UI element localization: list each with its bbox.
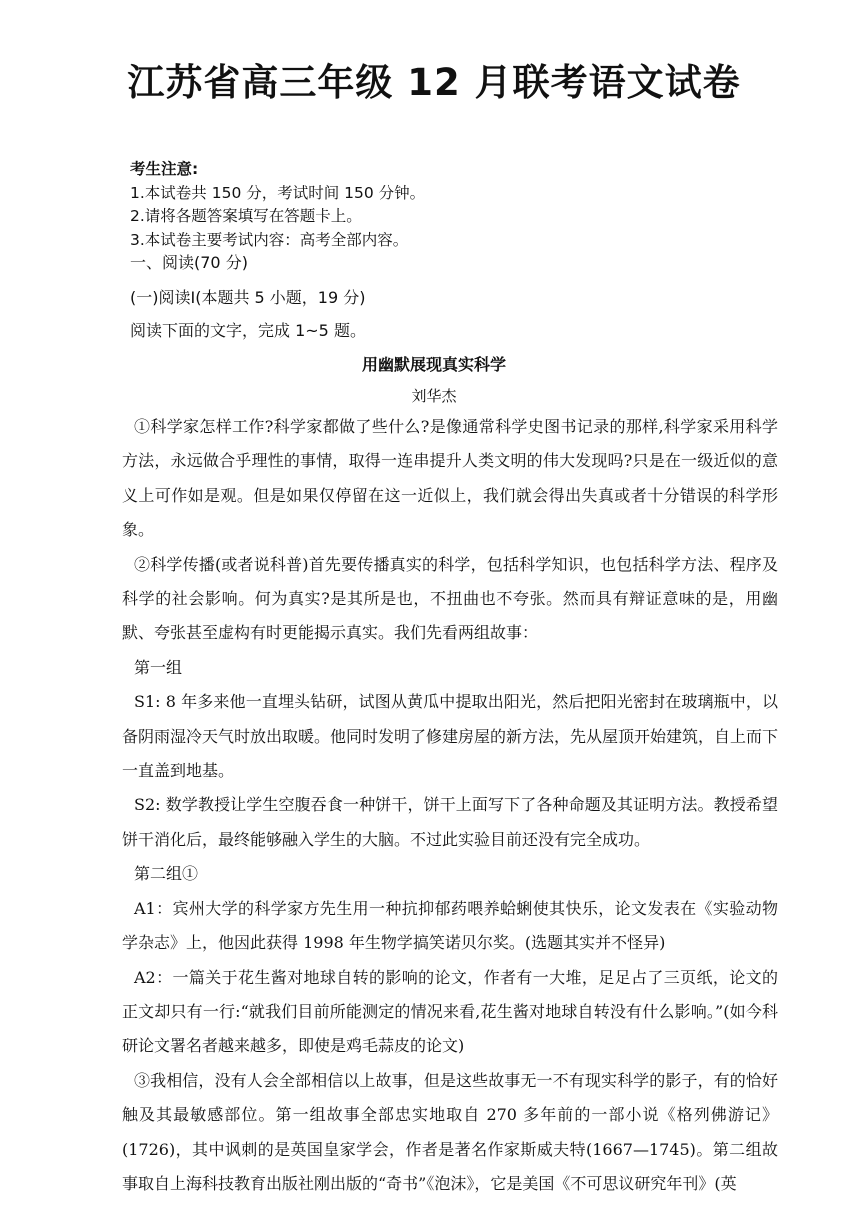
- paragraph: A1：宾州大学的科学家方先生用一种抗抑郁药喂养蛤蜊使其快乐，论文发表在《实验动物学杂志》上，他因此获得 1998 年生物学搞笑诺贝尔奖。(选题其实并不怪异): [122, 898, 778, 953]
- subsection-heading: (一)阅读I(本题共 5 小题，19 分): [130, 288, 366, 307]
- notice-item: 1.本试卷共 150 分，考试时间 150 分钟。: [130, 183, 426, 202]
- article-title: 用幽默展现真实科学: [361, 355, 506, 374]
- notice-item: 2.请将各题答案填写在答题卡上。: [130, 207, 362, 225]
- group-heading: 第一组: [134, 657, 183, 677]
- notice-heading: 考生注意:: [130, 160, 199, 178]
- group-heading: 第二组①: [134, 864, 199, 884]
- paragraph: ②科学传播(或者说科普)首先要传播真实的科学，包括科学知识，也包括科学方法、程序及科学的社会影响。何为真实?是其所是也，不扭曲也不夸张。然而具有辩证意味的是，用幽默、夸张甚至虚构有时更能揭示真实。我们先看两组故事：: [122, 554, 778, 643]
- candidate-notice: [130, 158, 425, 252]
- paragraph: S2: 数学教授让学生空腹吞食一种饼干，饼干上面写下了各种命题及其证明方法。教授希望饼干消化后，最终能够融入学生的大脑。不过此实验目前还没有完全成功。: [122, 795, 778, 849]
- exam-title: 江苏省高三年级 12 月联考语文试卷: [127, 61, 741, 104]
- paragraph: ③我相信，没有人会全部相信以上故事，但是这些故事无一不有现实科学的影子，有的恰好触及其最敏感部位。第一组故事全部忠实地取自 270 多年前的一部小说《格列佛游记》(1726)，其中讽刺的是英国皇家学会，作者是著名作家斯威夫特(1667—1745)。第二组故事取自上海科技教育出版社刚出版的“奇书”《泡沫》，它是美国《不可思议研究年刊》(英: [122, 1070, 778, 1193]
- section-heading: 一、阅读(70 分): [130, 253, 248, 272]
- paragraph: A2：一篇关于花生酱对地球自转的影响的论文，作者有一大堆，足足占了三页纸，论文的正文却只有一行:“就我们目前所能测定的情况来看,花生酱对地球自转没有什么影响。”(如今科研论文署名者越来越多，即使是鸡毛蒜皮的论文): [122, 967, 778, 1056]
- paragraph: S1: 8 年多来他一直埋头钻研，试图从黄瓜中提取出阳光，然后把阳光密封在玻璃瓶中，以备阴雨湿冷天气时放出取暖。他同时发明了修建房屋的新方法，先从屋顶开始建筑，自上而下一直盖到地基。: [122, 692, 779, 781]
- article-author: 刘华杰: [411, 387, 457, 405]
- notice-item: 3.本试卷主要考试内容：高考全部内容。: [130, 230, 409, 249]
- reading-instruction: 阅读下面的文字，完成 1~5 题。: [130, 321, 366, 340]
- article-body: [122, 410, 778, 1201]
- paragraph: ①科学家怎样工作?科学家都做了些什么?是像通常科学史图书记录的那样,科学家采用科学方法，永远做合乎理性的事情，取得一连串提升人类文明的伟大发现吗?只是在一级近似的意义上可作如是观。但是如果仅停留在这一近似上，我们就会得出失真或者十分错误的科学形象。: [122, 417, 778, 540]
